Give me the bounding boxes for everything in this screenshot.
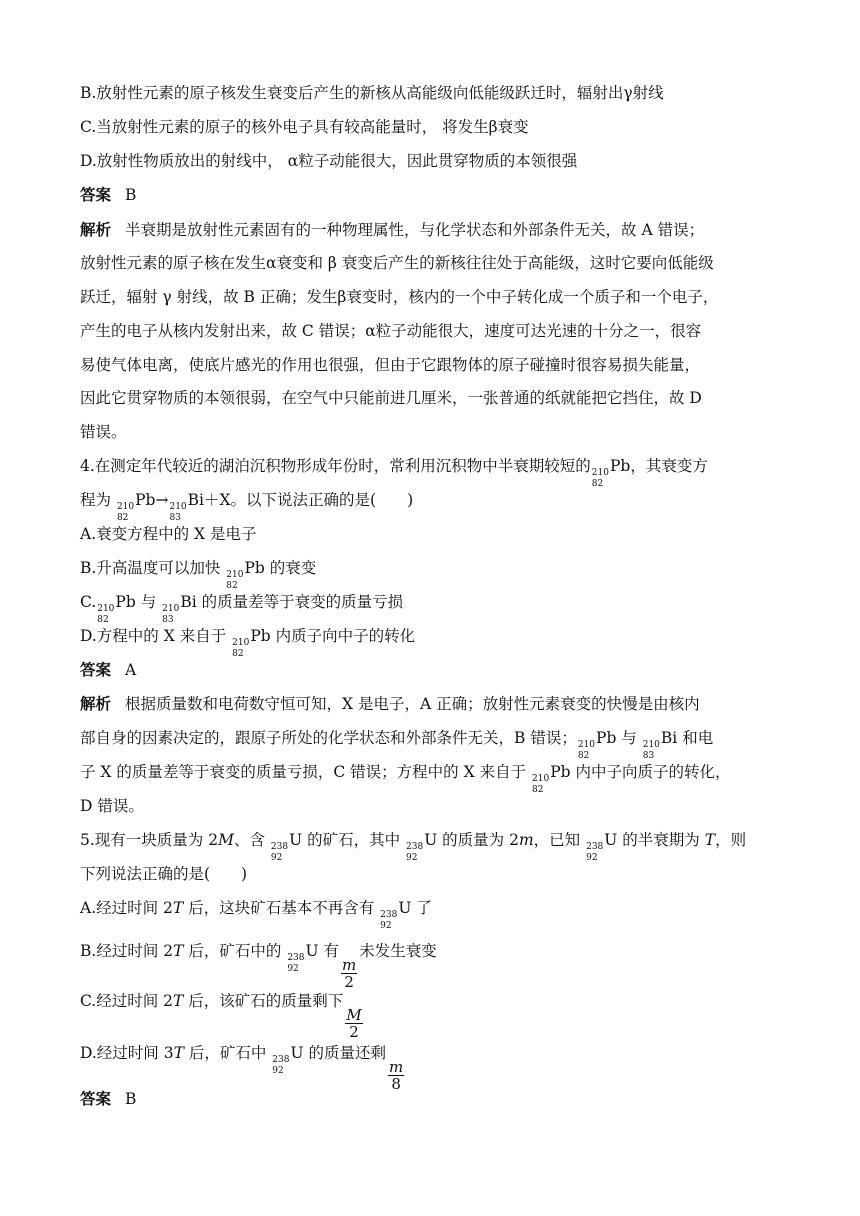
fraction-m-over-8: $\frac{m}{8}$ xyxy=(388,1058,404,1093)
answer-5 xyxy=(80,1088,780,1110)
fraction-m-over-2: $\frac{m}{2}$ xyxy=(342,956,357,991)
pb-isotope: 210 82 xyxy=(591,468,609,489)
u-isotope: 238 92 xyxy=(380,910,398,931)
pb-isotope: 210 82 xyxy=(226,570,244,591)
u-isotope: 238 92 xyxy=(272,1055,290,1076)
answer-label: 答案 xyxy=(80,185,112,204)
explanation-label: 解析 xyxy=(80,220,112,239)
explanation-3-line-6: 因此它贯穿物质的本领很弱，在空气中只能前进几厘米，一张普通的纸就能把它挡住，故 D xyxy=(80,389,702,407)
option-4d: D.方程中的 X 来自于 210 82 Pb 内质子向中子的转化 xyxy=(80,627,416,659)
q4-text: Pb，其衰变方 xyxy=(609,457,708,475)
explanation-3-line-2: 放射性元素的原子核在发生α衰变和 β 衰变后产生的新核往往处于高能级，这时它要向低能级 xyxy=(80,254,714,272)
answer-value: A xyxy=(125,661,137,679)
question-4-line-2: 程为 210 82 Pb→ 210 83 Bi＋X。以下说法正确的是( ) xyxy=(80,491,414,523)
u-isotope: 238 92 xyxy=(586,842,604,863)
pb-isotope: 210 82 xyxy=(97,604,115,625)
answer-value: B xyxy=(125,186,137,204)
explanation-text: 半衰期是放射性元素固有的一种物理属性，与化学状态和外部条件无关，故 A 错误； xyxy=(125,221,705,239)
u-isotope: 238 92 xyxy=(406,842,424,863)
option-3d: D.放射性物质放出的射线中， α粒子动能很大，因此贯穿物质的本领很强 xyxy=(80,152,578,170)
explanation-4-line-3: 子 X 的质量差等于衰变的质量亏损，C 错误；方程中的 X 来自于 210 82 Pb 内中子向质子的转化， xyxy=(80,763,731,795)
answer-3 xyxy=(80,184,780,206)
pb-isotope: 210 82 xyxy=(232,638,250,659)
option-4c: C. 210 82 Pb 与 210 83 Bi 的质量差等于衰变的质量亏损 xyxy=(80,593,404,625)
explanation-3-line-1 xyxy=(80,219,780,241)
explanation-label: 解析 xyxy=(80,694,112,713)
option-3c: C.当放射性元素的原子的核外电子具有较高能量时， 将发生β衰变 xyxy=(80,118,529,136)
answer-value: B xyxy=(125,1090,137,1108)
u-isotope: 238 92 xyxy=(287,953,305,974)
pb-isotope: 210 82 xyxy=(116,502,135,523)
option-3b: B.放射性元素的原子核发生衰变后产生的新核从高能级向低能级跃迁时，辐射出γ射线 xyxy=(80,84,664,102)
explanation-4-line-4: D 错误。 xyxy=(80,797,144,815)
option-5c: C.经过时间 2T 后，该矿石的质量剩下 $\frac{M}{2}$ xyxy=(80,992,362,1041)
question-5-line-1: 5.现有一块质量为 2M、含 238 92 U 的矿石，其中 238 92 U 的质量为 2m，已知 238 92 U 的半衰期为 T，则 xyxy=(80,831,747,863)
pb-isotope: 210 82 xyxy=(577,740,596,761)
answer-4 xyxy=(80,659,780,681)
option-4b: B.升高温度可以加快 210 82 Pb 的衰变 xyxy=(80,559,317,591)
explanation-3-line-4: 产生的电子从核内发射出来，故 C 错误；α粒子动能很大，速度可达光速的十分之一，很容 xyxy=(80,322,702,340)
pb-isotope: 210 82 xyxy=(532,774,550,795)
explanation-3-line-7: 错误。 xyxy=(80,423,127,441)
bi-isotope: 210 83 xyxy=(169,502,187,523)
q4-text: 4.在测定年代较近的湖泊沉积物形成年份时，常利用沉积物中半衰期较短的 xyxy=(80,457,591,475)
u-isotope: 238 92 xyxy=(270,842,289,863)
option-5a: A.经过时间 2T 后，这块矿石基本不再含有 238 92 U 了 xyxy=(80,899,432,931)
bi-isotope: 210 83 xyxy=(642,740,660,761)
option-4a: A.衰变方程中的 X 是电子 xyxy=(80,525,257,543)
question-5-line-2: 下列说法正确的是( ) xyxy=(80,865,248,883)
explanation-3-line-3: 跃迁，辐射 γ 射线，故 B 正确；发生β衰变时，核内的一个中子转化成一个质子和一个电子， xyxy=(80,288,719,306)
explanation-3-line-5: 易使气体电离，使底片感光的作用也很强，但由于它跟物体的原子碰撞时很容易损失能量， xyxy=(80,356,701,374)
bi-isotope: 210 83 xyxy=(162,604,180,625)
question-4-line-1 xyxy=(80,455,780,490)
fraction-M-over-2: $\frac{M}{2}$ xyxy=(346,1006,362,1041)
answer-label: 答案 xyxy=(80,660,112,679)
option-5b: B.经过时间 2T 后，矿石中的 238 92 U 有 $\frac{m}{2}$ 未发生衰变 xyxy=(80,942,437,991)
explanation-4-line-1: 解析 根据质量数和电荷数守恒可知，X 是电子，A 正确；放射性元素衰变的快慢是由核内 xyxy=(80,694,700,713)
answer-label: 答案 xyxy=(80,1089,112,1108)
option-5d: D.经过时间 3T 后，矿石中 238 92 U 的质量还剩 $\frac{m}{8}$ xyxy=(80,1044,404,1093)
explanation-4-line-2: 部自身的因素决定的，跟原子所处的化学状态和外部条件无关，B 错误； 210 82 Pb 与 210 83 Bi 和电 xyxy=(80,729,714,761)
